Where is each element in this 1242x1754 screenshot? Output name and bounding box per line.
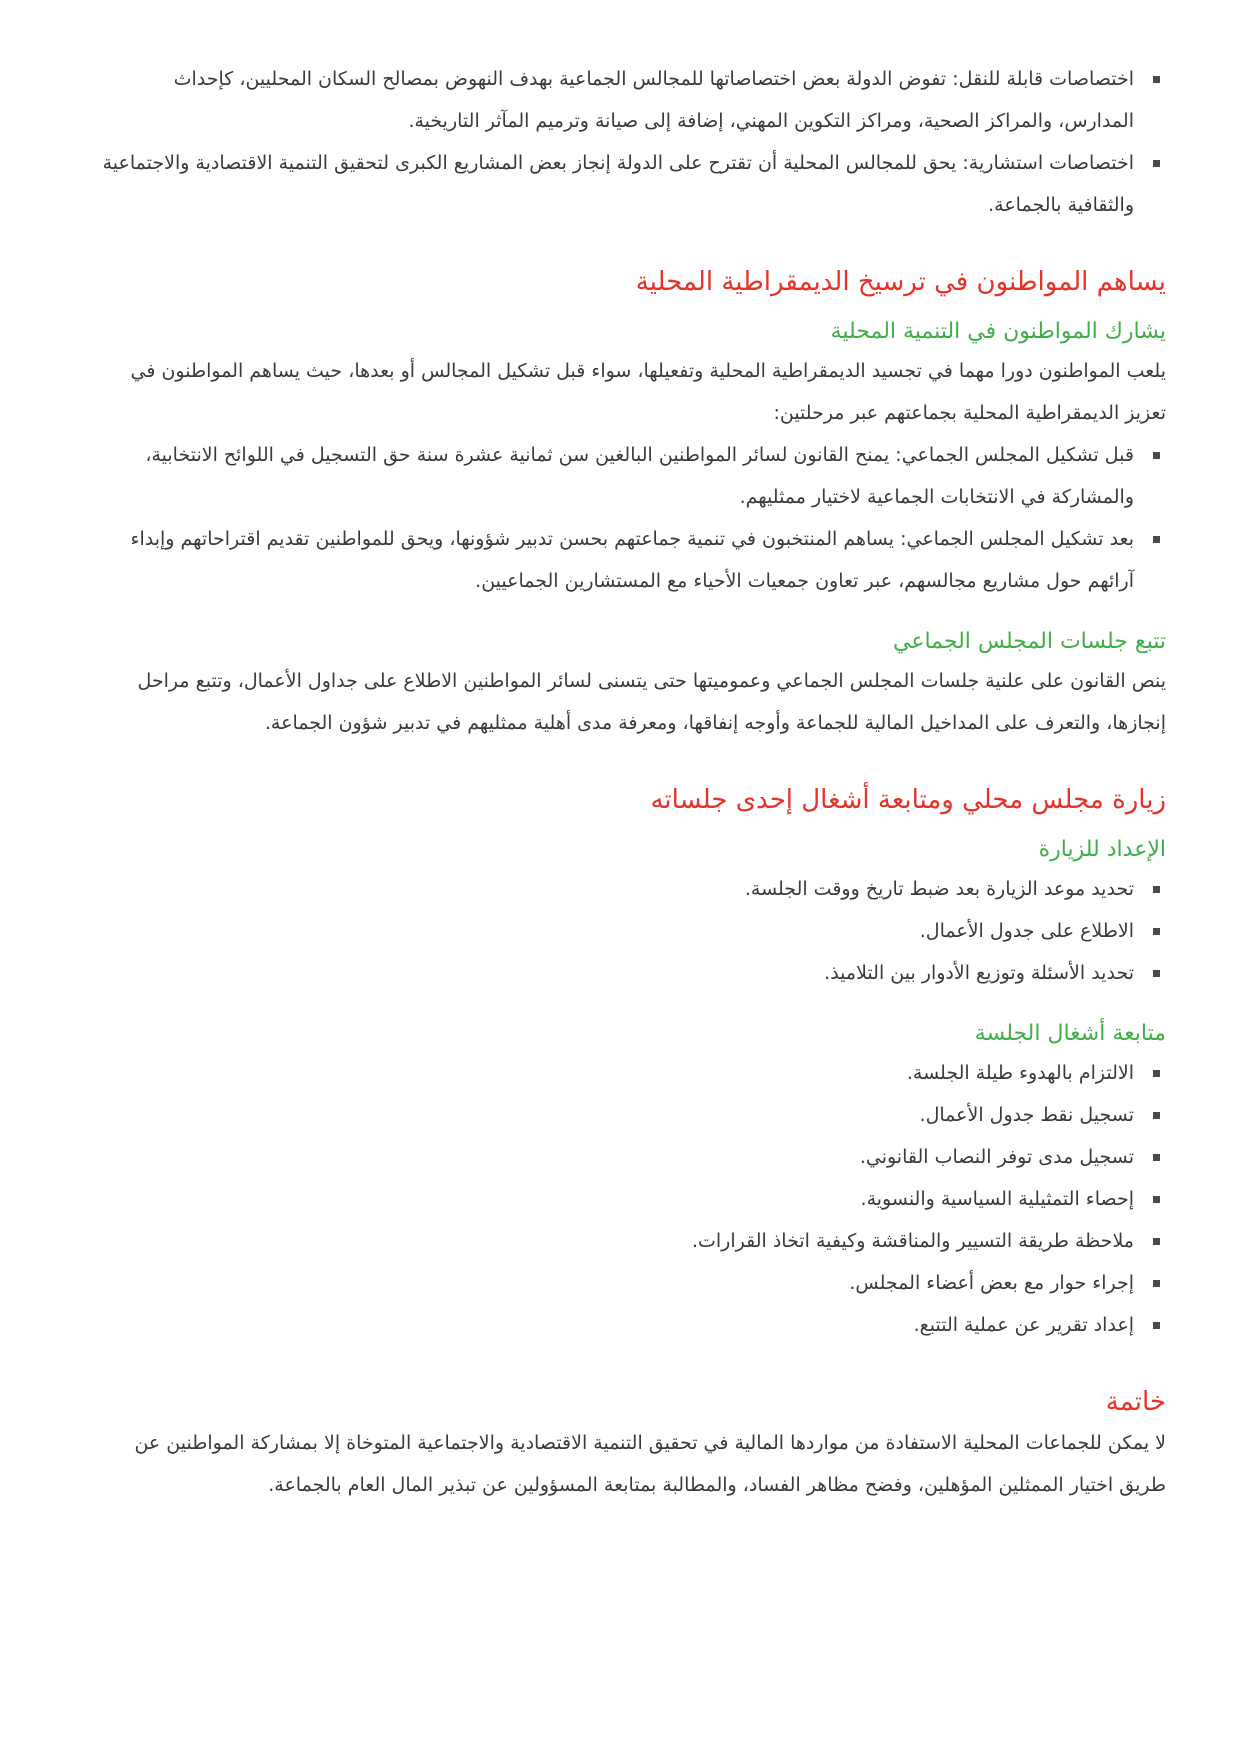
list-item: تسجيل مدى توفر النصاب القانوني.	[98, 1136, 1166, 1178]
list-item: إحصاء التمثيلية السياسية والنسوية.	[98, 1178, 1166, 1220]
list-item: تسجيل نقط جدول الأعمال.	[98, 1094, 1166, 1136]
preparation-list	[98, 868, 1166, 994]
square-bullet-icon	[1153, 452, 1160, 459]
square-bullet-icon	[1153, 1112, 1160, 1119]
subheading-follow-sessions: تتبع جلسات المجلس الجماعي	[893, 629, 1166, 654]
phases-list	[98, 434, 1166, 602]
list-item: ملاحظة طريقة التسيير والمناقشة وكيفية اتخاذ القرارات.	[98, 1220, 1166, 1262]
subheading-visit-preparation: الإعداد للزيارة	[1038, 837, 1166, 862]
square-bullet-icon	[1153, 1070, 1160, 1077]
square-bullet-icon	[1153, 160, 1160, 167]
square-bullet-icon	[1153, 1322, 1160, 1329]
square-bullet-icon	[1153, 928, 1160, 935]
list-item: تحديد موعد الزيارة بعد ضبط تاريخ ووقت الجلسة.	[98, 868, 1166, 910]
square-bullet-icon	[1153, 1154, 1160, 1161]
subheading-follow-session-work: متابعة أشغال الجلسة	[974, 1021, 1166, 1046]
paragraph-conclusion: لا يمكن للجماعات المحلية الاستفادة من مواردها المالية في تحقيق التنمية الاقتصادية والاجتماعية المتوخاة إلا بمشاركة المواطنين عن طريق اختيار الممثلين المؤهلين، وفضح مظاهر الفساد، والمطالبة بمتابعة المسؤولين عن تبذير المال العام بالجماعة.	[134, 1432, 1166, 1496]
square-bullet-icon	[1153, 1280, 1160, 1287]
section-heading-conclusion: خاتمة	[1105, 1387, 1166, 1417]
list-item: بعد تشكيل المجلس الجماعي: يساهم المنتخبون في تنمية جماعتهم بحسن تدبير شؤونها، ويحق للمواطنين تقديم اقتراحاتهم وإبداء آرائهم حول مشاريع مجالسهم، عبر تعاون جمعيات الأحياء مع المستشارين الجماعيين.	[98, 518, 1166, 602]
session-follow-list	[98, 1052, 1166, 1346]
list-item: الالتزام بالهدوء طيلة الجلسة.	[98, 1052, 1166, 1094]
list-item: تحديد الأسئلة وتوزيع الأدوار بين التلاميذ.	[98, 952, 1166, 994]
square-bullet-icon	[1153, 1196, 1160, 1203]
square-bullet-icon	[1153, 76, 1160, 83]
section-heading-citizens-democracy: يساهم المواطنون في ترسيخ الديمقراطية المحلية	[635, 267, 1166, 297]
paragraph-citizens-role: يلعب المواطنون دورا مهما في تجسيد الديمقراطية المحلية وتفعيلها، سواء قبل تشكيل المجالس أو بعدها، حيث يساهم المواطنون في تعزيز الديمقراطية المحلية بجماعتهم عبر مرحلتين:	[130, 360, 1166, 424]
document-page	[98, 58, 1166, 1506]
list-item: قبل تشكيل المجلس الجماعي: يمنح القانون لسائر المواطنين البالغين سن ثمانية عشرة سنة حق التسجيل في اللوائح الانتخابية، والمشاركة في الانتخابات الجماعية لاختيار ممثليهم.	[98, 434, 1166, 518]
square-bullet-icon	[1153, 886, 1160, 893]
list-item: اختصاصات استشارية: يحق للمجالس المحلية أن تقترح على الدولة إنجاز بعض المشاريع الكبرى لتحقيق التنمية الاقتصادية والاجتماعية والثقافية بالجماعة.	[98, 142, 1166, 226]
square-bullet-icon	[1153, 970, 1160, 977]
square-bullet-icon	[1153, 536, 1160, 543]
square-bullet-icon	[1153, 1238, 1160, 1245]
section-heading-council-visit: زيارة مجلس محلي ومتابعة أشغال إحدى جلساته	[650, 785, 1166, 815]
paragraph-sessions-public: ينص القانون على علنية جلسات المجلس الجماعي وعموميتها حتى يتسنى لسائر المواطنين الاطلاع على جداول الأعمال، وتتبع مراحل إنجازها، والتعرف على المداخيل المالية للجماعة وأوجه إنفاقها، ومعرفة مدى أهلية ممثليهم في تدبير شؤون الجماعة.	[137, 670, 1166, 734]
list-item: اختصاصات قابلة للنقل: تفوض الدولة بعض اختصاصاتها للمجالس الجماعية بهدف النهوض بمصالح السكان المحليين، كإحداث المدارس، والمراكز الصحية، ومراكز التكوين المهني، إضافة إلى صيانة وترميم المآثر التاريخية.	[98, 58, 1166, 142]
list-item: الاطلاع على جدول الأعمال.	[98, 910, 1166, 952]
list-item: إعداد تقرير عن عملية التتبع.	[98, 1304, 1166, 1346]
subheading-citizens-development: يشارك المواطنون في التنمية المحلية	[830, 319, 1166, 344]
list-item: إجراء حوار مع بعض أعضاء المجلس.	[98, 1262, 1166, 1304]
competencies-list	[98, 58, 1166, 226]
